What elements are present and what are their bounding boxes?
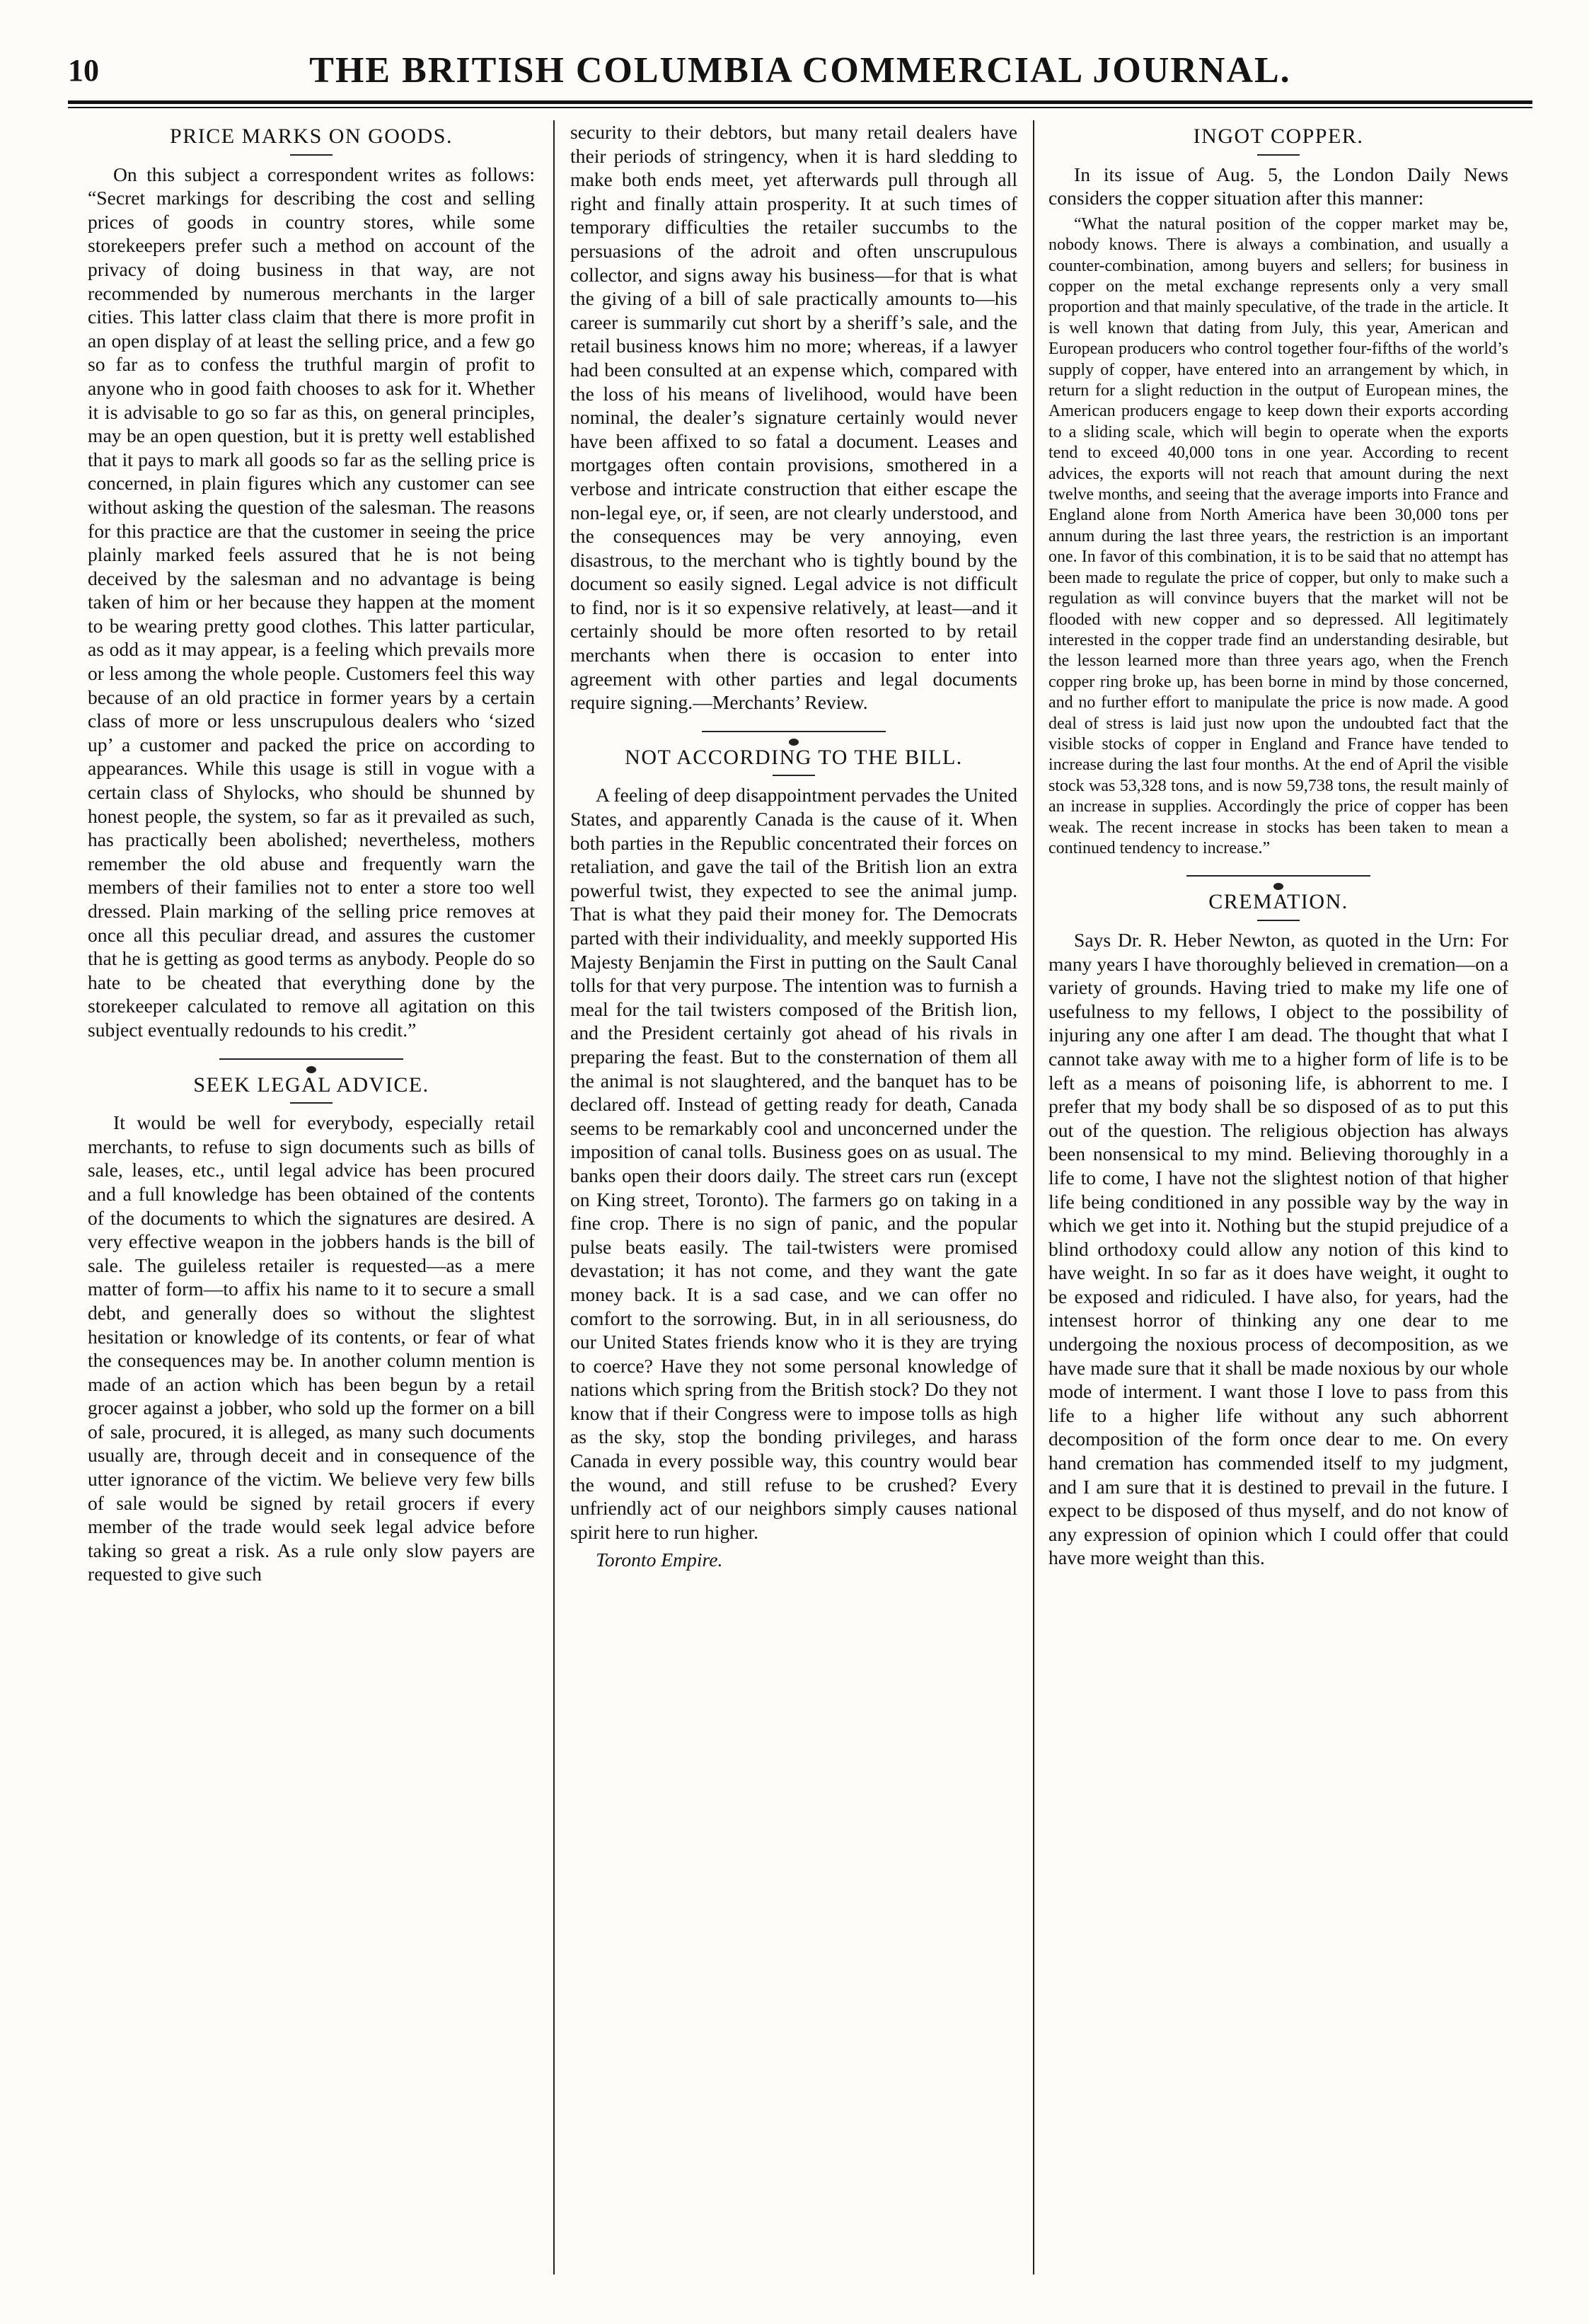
article-paragraph: Says Dr. R. Heber Newton, as quoted in the Urn: For many years I have thoroughly believed in cremation—on a variety of grounds. Having tried to make my life one of usefulness to my fellows, I object to the possibility of injuring any one after I am dead. The thought that what I cannot take away with me to a higher form of life is to be left as a means of poisoning life, is abhorrent to me. I prefer that my body shall be so disposed of as to put this out of the question. The religious objection has always been nonsensical to my mind. Believing thoroughly in a life to come, I have not the slightest notion of that higher life being conditioned in any possible way by the way in which we get into it. Nothing but the stupid prejudice of a blind orthodoxy could allow any notion of this kind to have weight. In so far as it does have weight, it ought to be exposed and ridiculed. I have also, for years, had the intensest horror of thinking any one dear to me undergoing the noxious process of decomposition, as we have made sure that it shall be made noxious by our whole mode of interment. I want those I love to pass from this life to a higher life without any such abhorrent decomposition of the form once dear to me. On every hand cremation has commended itself to my judgment, and I am sure that it is destined to prevail in the future. I expect to be disposed of thus myself, and do not know of any expression of opinion which I could offer that could have more weight than this. <box>1048 928 1508 1569</box>
article-paragraph: A feeling of deep disappointment pervades the United States, and apparently Canada is the cause of it. When both parties in the Republic concentrated their forces on retaliation, and gave the tail of the British lion an extra powerful twist, they expected to see the animal jump. That is what they paid their money for. The Democrats parted with their individuality, and meekly supported His Majesty Benjamin the First in putting on the Sault Canal tolls for that very purpose. The intention was to furnish a meal for the tail twisters composed of the British lion, and the President certainly got ahead of his rivals in preparing the feast. But to the consternation of them all the animal is not slaughtered, and the banquet has to be declared off. Instead of getting ready for death, Canada seems to be remarkably cool and unconcerned under the imposition of canal tolls. Business goes on as usual. The banks open their doors daily. The street cars run (except on King street, Toronto). The farmers go on taking in a fine crop. There is no sign of panic, and the popular pulse beats easily. The tail-twisters were promised devastation; it has not come, and they want the gate money back. It is a sad case, and we can offer no comfort to the sorrowing. But, in in all seriousness, do our United States friends know who it is they are trying to coerce? Have they not some personal knowledge of nations which spring from the British stock? Do they not know that if their Congress were to impose tolls as high as the sky, stop the bonding privileges, and harass Canada in every possible way, this country would bear the wound, and still refuse to be crushed? Every unfriendly act of our neighbors simply causes national spirit here to run higher. <box>570 784 1017 1543</box>
article-heading: PRICE MARKS ON GOODS. <box>170 125 453 148</box>
column-3 <box>1048 120 1508 2274</box>
article-price-marks <box>88 125 535 1042</box>
article-seek-legal-advice <box>88 1073 535 1586</box>
section-divider <box>219 1055 403 1063</box>
column-1 <box>88 120 535 2274</box>
article-paragraph: It would be well for everybody, especially retail merchants, to refuse to sign documents such as bills of sale, leases, etc., until legal advice has been procured and a full knowledge has been obtained of the contents of the documents to which the signatures are desired. A very effective weapon in the jobbers hands is the bill of sale. The guileless retailer is requested—as a mere matter of form—to affix his name to it to secure a small debt, and generally does so without the slightest hesitation or knowledge of its contents, or fear of what the consequences may be. In another column mention is made of an action which has been begun by a retail grocer against a jobber, who sold up the former on a bill of sale, procured, it is alleged, as many such documents usually are, through deceit and in consequence of the utter ignorance of the victim. We believe very few bills of sale would be signed by retail grocers if every member of the trade would seek legal advice before taking so great a risk. As a rule only slow payers are requested to give such <box>88 1111 535 1585</box>
article-paragraph: On this subject a correspondent writes as follows: “Secret markings for describing the cost and selling prices of goods in country stores, while some storekeepers prefer such a method on account of the privacy of doing business in that way, are not recommended by numerous merchants in the larger cities. This latter class claim that there is more profit in an open display of at least the selling price, and a few go so far as to confess the truthful margin of profit to anyone who in good faith chooses to ask for it. Whether it is advisable to go so far as this, on general principles, may be an open question, but it is pretty well established that it pays to mark all goods so far as the selling price is concerned, in plain figures which any customer can see without asking the question of the salesman. The reasons for this practice are that the customer in seeing the price plainly marked feels assured that he is not being deceived by the salesman and no advantage is being taken of him or her because they happen at the moment to be wearing pretty good clothes. This latter particular, as odd as it may appear, is a feeling which prevails more or less among the whole people. Customers feel this way because of an old practice in former years by a certain class of more or less unscrupulous dealers who ‘sized up’ a customer and packed the price on according to appearances. While this usage is still in vogue with a certain class of Shylocks, who should be shunned by honest people, the system, so far as it prevailed as such, has practically been abolished; nevertheless, mothers remember the old abuse and frequently warn the members of their families not to enter a store too well dressed. Plain marking of the selling price removes at once all this peculiar dread, and assures the customer that he is getting as good terms as anybody. People do so hate to be cheated that everything done by the storekeeper calculated to remove all agitation on this subject eventually redounds to his credit.” <box>88 163 535 1041</box>
article-paragraph: In its issue of Aug. 5, the London Daily News considers the copper situation after this manner: <box>1048 163 1508 209</box>
article-heading: INGOT COPPER. <box>1193 125 1364 148</box>
header-rule <box>68 100 1532 108</box>
page-header <box>68 45 1532 96</box>
section-divider <box>702 727 886 736</box>
article-ingot-copper <box>1048 125 1508 859</box>
heading-rule <box>773 775 815 776</box>
article-heading: SEEK LEGAL ADVICE. <box>193 1073 429 1097</box>
section-divider <box>1186 872 1370 880</box>
column-divider <box>1033 120 1034 2274</box>
article-cremation <box>1048 890 1508 1570</box>
article-heading: NOT ACCORDING TO THE BILL. <box>625 745 963 769</box>
journal-title: THE BRITISH COLUMBIA COMMERCIAL JOURNAL. <box>309 50 1291 91</box>
heading-rule <box>290 154 333 156</box>
column-divider <box>553 120 555 2274</box>
article-paragraph-continued: security to their debtors, but many retail dealers have their periods of stringency, when it is hard sledding to make both ends meet, yet afterwards pull through all right and finally attain prosperity. It at such times of temporary difficulties the retailer succumbs to the persuasions of the adroit and often unscrupulous collector, and signs away his business—for that is what the giving of a bill of sale practically amounts to—his career is summarily cut short by a sheriff’s sale, and the retail business knows him no more; whereas, if a lawyer had been consulted at an expense which, compared with the loss of his means of livelihood, would have been nominal, the dealer’s signature certainly would never have been affixed to so fatal a document. Leases and mortgages often contain provisions, smothered in a verbose and intricate construction that either escape the non-legal eye, or, if seen, are not clearly understood, and the consequences may be very annoying, even disastrous, to the merchant who is tightly bound by the document so easily signed. Legal advice is not difficult to find, nor is it so expensive relatively, at least—and it certainly should be more often resorted to by retail merchants when there is occasion to enter into agreement with other parties and legal documents require signing.—Merchants’ Review. <box>570 121 1017 714</box>
page-number: 10 <box>68 53 99 88</box>
heading-rule <box>290 1102 333 1104</box>
article-not-according-to-bill <box>570 746 1017 1572</box>
heading-rule <box>1257 920 1300 921</box>
article-source: Toronto Empire. <box>596 1549 723 1571</box>
article-quote: “What the natural position of the copper market may be, nobody knows. There is always a combination, and usually a counter-combination, among buyers and sellers; for business in copper on the metal exchange represents only a very small proportion and that mainly speculative, of the trade in the article. It is well known that dating from July, this year, American and European producers who control together four-fifths of the world’s supply of copper, have entered into an arrangement by which, in return for a slight reduction in the output of European mines, the American producers engage to keep down their exports according to a sliding scale, which will begin to operate when the exports tend to exceed 40,000 tons in one year. According to recent advices, the exports will not reach that amount during the next twelve months, and seeing that the average imports into France and England alone from North America have been 30,000 tons per annum during the last three years, the restriction is an important one. In favor of this combination, it is to be said that no attempt has been made to regulate the price of copper, but only to make such a regulation as will convince buyers that the market will not be flooded with new copper and so depressed. All legitimately interested in the copper trade find an understanding desirable, but the lesson learned more than three years ago, when the French copper ring broke up, has been borne in mind by those concerned, and no further effort to manipulate the price is now made. A good deal of stress is laid just now upon the undoubted fact that the visible stocks of copper in England and France have tended to increase during the last four months. At the end of April the visible stock was 53,328 tons, and is now 59,738 tons, the result mainly of an increase in supplies. Accordingly the price of copper has been weak. The recent increase in stocks has been taken to mean a continued tendency to increase.” <box>1048 214 1508 857</box>
heading-rule <box>1257 154 1300 156</box>
column-2 <box>570 120 1017 2274</box>
article-heading: CREMATION. <box>1208 890 1348 914</box>
